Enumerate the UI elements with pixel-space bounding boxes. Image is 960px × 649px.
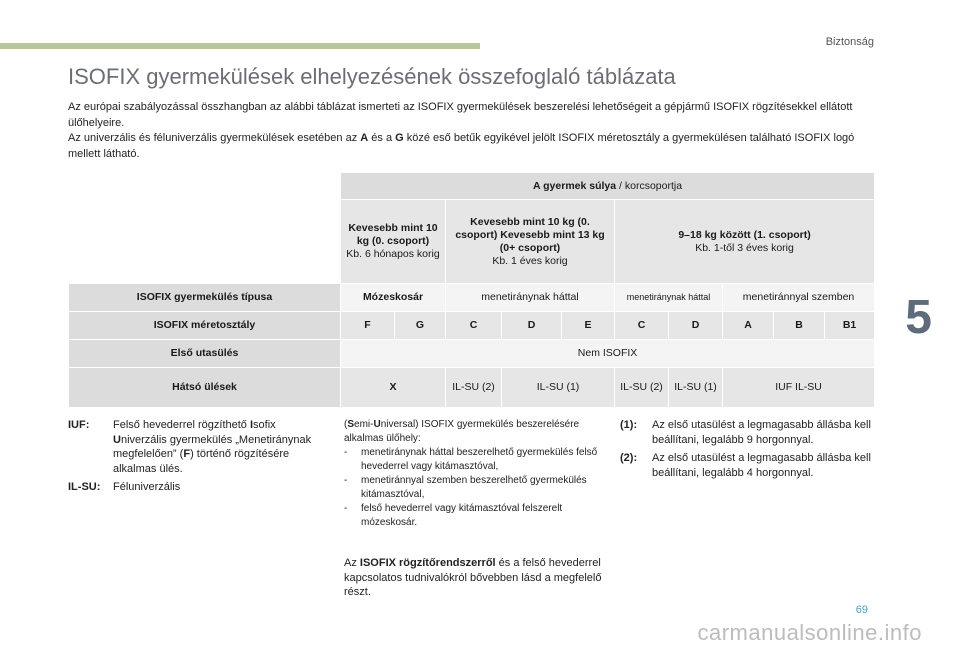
list-item: - menetiránnyal szemben beszerelhető gyermekülés kitámasztóval, (344, 475, 587, 500)
note-key: IUF: (68, 419, 90, 431)
notes-middle-intro: (Semi-Universal) ISOFIX gyermekülés beszerelésére alkalmas ülőhely: (344, 419, 580, 444)
note-item (68, 418, 318, 476)
type-cell: menetiránynak háttal (446, 284, 615, 312)
list-item: - felső hevederrel vagy kitámasztóval felszerelt mózeskosár. (344, 503, 563, 528)
type-cell: menetiránynak háttal (615, 284, 723, 312)
rear-seat-cell: IL-SU (1) (502, 368, 615, 408)
front-seat-value: Nem ISOFIX (341, 340, 875, 368)
size-cell: E (562, 312, 615, 340)
size-cell: D (502, 312, 562, 340)
size-cell: G (395, 312, 446, 340)
size-cell: C (446, 312, 502, 340)
empty-cell (69, 200, 341, 284)
weight-group-cell: 9–18 kg között (1. csoport) Kb. 1-től 3 éves korig (615, 200, 875, 284)
size-cell: B1 (825, 312, 875, 340)
note-text: Az első utasülést a legmagasabb állásba kell beállítani, legalább 4 horgonnyal. (652, 452, 871, 479)
size-cell: F (341, 312, 395, 340)
notes-middle (344, 418, 604, 530)
section-label: Biztonság (825, 36, 874, 48)
note-text: Féluniverzális (113, 481, 181, 493)
rear-seat-cell: IL-SU (2) (446, 368, 502, 408)
row-label: Első utasülés (69, 340, 341, 368)
chapter-number: 5 (905, 291, 932, 344)
watermark: carmanualsonline.info (697, 620, 922, 645)
notes-left (68, 418, 318, 499)
page-title: ISOFIX gyermekülések elhelyezésének összefoglaló táblázata (68, 64, 676, 89)
row-label: Hátsó ülések (69, 368, 341, 408)
rear-seat-cell: IL-SU (2) (615, 368, 669, 408)
reference-note: Az ISOFIX rögzítőrendszerről és a felső hevederrel kapcsolatos tudnivalókról bővebben lásd a megfelelő részt. (344, 557, 602, 598)
rear-seat-cell: IUF IL-SU (723, 368, 875, 408)
note-item (620, 418, 876, 447)
weight-group-cell: Kevesebb mint 10 kg (0. csoport) Kb. 6 hónapos korig (341, 200, 446, 284)
rear-seat-cell: IL-SU (1) (669, 368, 723, 408)
note-item (620, 451, 876, 480)
intro-text (68, 100, 868, 162)
top-accent-bar (0, 43, 480, 49)
note-item (68, 480, 318, 495)
type-cell: menetiránnyal szemben (723, 284, 875, 312)
note-key: (2): (620, 452, 638, 464)
weight-header: A gyermek súlya / korcsoportja (341, 173, 875, 200)
notes-right (620, 418, 876, 484)
type-cell: Mózeskosár (341, 284, 446, 312)
size-cell: A (723, 312, 774, 340)
note-key: IL-SU: (68, 481, 101, 493)
size-cell: C (615, 312, 669, 340)
rear-seat-cell: X (341, 368, 446, 408)
isofix-table (68, 172, 875, 408)
note-text: Felső hevederrel rögzíthető Isofix Univerzális gyermekülés „Menetiránynak megfelelően” (F) történő rögzítésére alkalmas ülés. (113, 419, 312, 475)
size-cell: B (774, 312, 825, 340)
note-key: (1): (620, 419, 638, 431)
note-text: Az első utasülést a legmagasabb állásba kell beállítani, legalább 9 horgonnyal. (652, 419, 871, 446)
intro-paragraph-1: Az európai szabályozással összhangban az alábbi táblázat ismerteti az ISOFIX gyermekülések beszerelési lehetőségeit a gépjármű ISOFIX rögzítésekkel ellátott ülőhelyeire. (68, 101, 853, 129)
weight-group-cell: Kevesebb mint 10 kg (0. csoport) Kevesebb mint 13 kg (0+ csoport) Kb. 1 éves korig (446, 200, 615, 284)
row-label: ISOFIX gyermekülés típusa (69, 284, 341, 312)
page-number: 69 (855, 604, 868, 616)
row-label: ISOFIX méretosztály (69, 312, 341, 340)
intro-paragraph-2: Az univerzális és féluniverzális gyermekülések esetében az A és a G közé eső betűk egyikével jelölt ISOFIX méretosztály a gyermekülésen található ISOFIX logó mellett látható. (68, 132, 855, 160)
list-item: - menetiránynak háttal beszerelhető gyermekülés felső hevederrel vagy kitámasztóval, (344, 447, 598, 472)
empty-cell (69, 173, 341, 200)
size-cell: D (669, 312, 723, 340)
